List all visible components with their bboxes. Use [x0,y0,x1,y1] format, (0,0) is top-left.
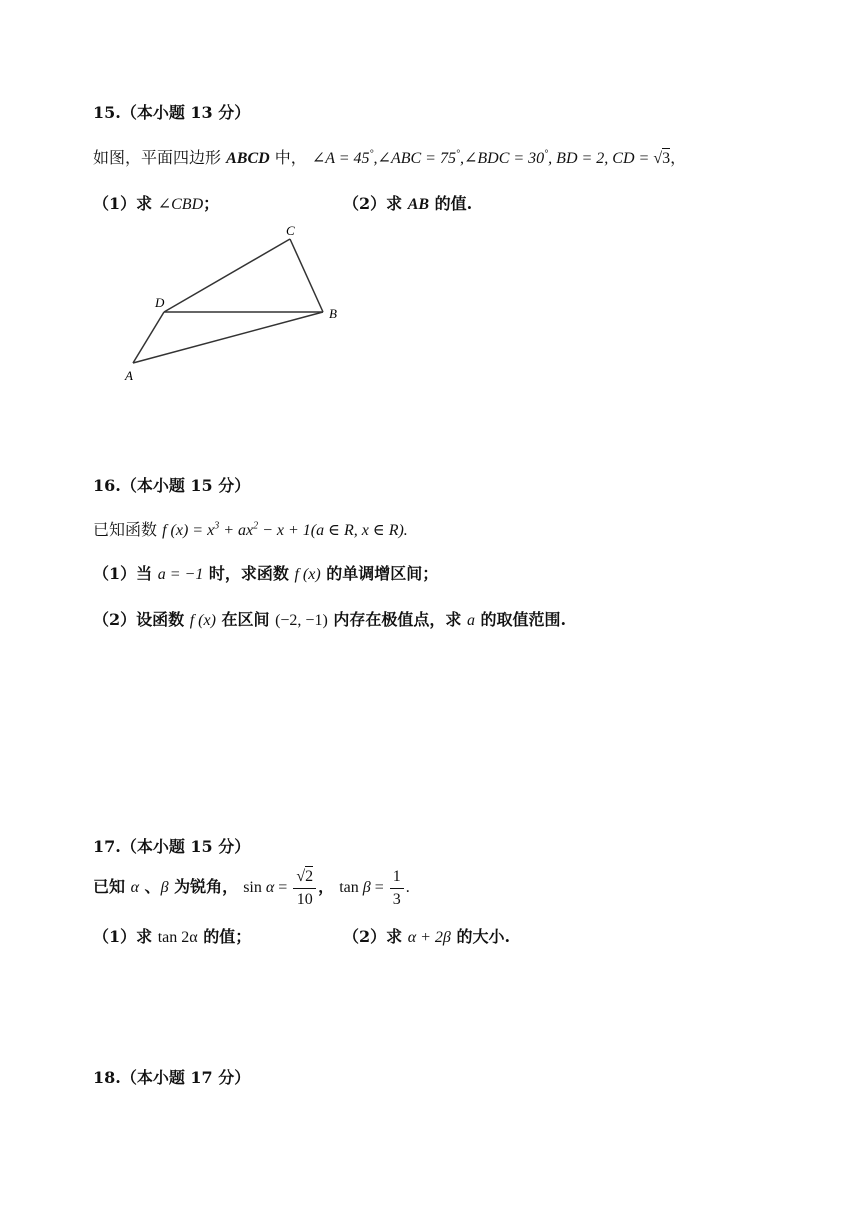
q16-number: 16. [93,476,121,495]
q15-figure [110,215,360,390]
q15-part2: （2）求 AB 的值. [343,194,473,213]
q17-part1: （1）求 tan 2α 的值； [93,927,252,946]
fig-label-a: A [125,368,133,383]
q16-fx-2: f (x) [189,612,216,629]
q15-cond-a: ∠A = 45° [311,148,374,167]
q16-function: f $(x) = x^3 + ax^2 - x + 1(a$ ∈ R, x ∈ R). [162,520,408,539]
fig-side-ab [133,312,323,363]
q17-beta: β [160,879,169,897]
q17-sin: sin α = $\frac{√2}{10}$ [243,879,318,896]
q16-statement [93,518,408,543]
fig-label-d: D [155,295,165,310]
q15-part1: （1）求 ∠CBD； [93,194,220,213]
q16-fx: f (x) [294,566,321,583]
q15-mid: 中， [269,148,307,167]
q17-points: （本小题 15 分） [120,837,251,856]
q16-intro: 已知函数 [93,520,163,539]
q17-sin-fraction: $\frac{√2}{10}$ [293,866,316,911]
q17-part2: （2）求 α + 2β 的大小. [343,927,511,946]
q18-points: （本小题 17 分） [120,1068,251,1087]
q16-a-value: a = −1 [157,566,204,583]
q15-cond-c: ,∠BDC = 30° [459,148,549,167]
q17-number: 17. [93,837,121,856]
q16-interval: (−2, −1) [275,612,328,629]
q15-heading [93,101,250,125]
q17-alpha: α [130,879,139,897]
q15-statement [93,146,686,171]
q15-points: （本小题 13 分） [120,103,251,122]
fig-side-cb [290,239,323,312]
q15-cond-d: , BD = 2, CD = [548,150,654,167]
q16-points: （本小题 15 分） [120,476,251,495]
q18-heading [93,1066,250,1090]
q16-a-var: a [466,612,475,629]
q16-heading [93,474,250,498]
q15-angle-cbd: ∠CBD [157,196,204,213]
q15-sqrt3: √3 [653,150,671,167]
q15-intro: 如图，平面四边形 [93,148,227,167]
fig-side-dc [164,239,290,312]
q15-ab: AB [407,196,430,213]
q17-heading [93,835,250,859]
q17-statement: 已知 α 、β 为锐角， sin α = $\frac{√2}{10}$ ， tan β = $\frac{1}{3}$ . [93,866,410,911]
q15-end-comma: ， [670,148,687,167]
q17-tan-fraction: $\frac{1}{3}$ [390,866,404,911]
q16-part1: （1）当 a = −1 时，求函数 f (x) 的单调增区间； [93,564,439,583]
fig-label-c: C [286,223,295,238]
q15-quad-name: ABCD [226,150,270,167]
q15-number: 15. [93,103,121,122]
fig-label-b: B [329,306,337,321]
q17-tan2a: tan 2α [157,929,198,946]
q17-tan: tan β = $\frac{1}{3}$ . [339,879,410,896]
q18-number: 18. [93,1068,121,1087]
q15-cond-b: ,∠ABC = 75° [373,148,460,167]
q16-part2: （2）设函数 f (x) 在区间 (−2, −1) 内存在极值点，求 a 的取值范围. [93,610,567,629]
q17-alpha-plus-2beta: α + 2β [407,929,451,946]
